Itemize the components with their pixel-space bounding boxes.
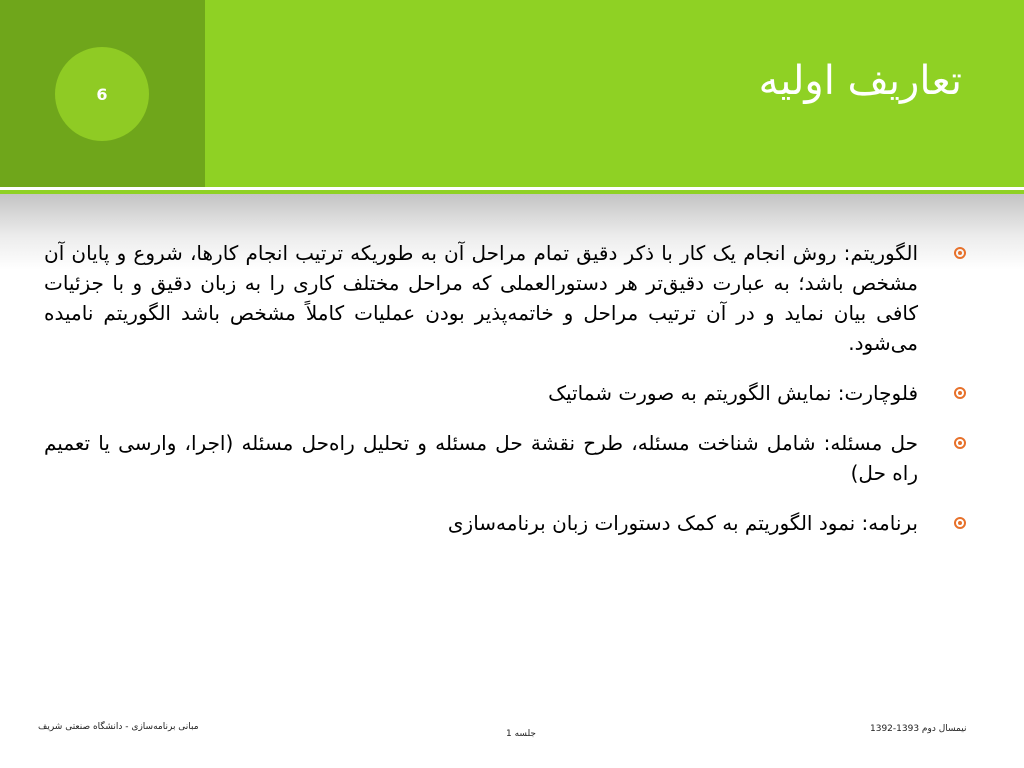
target-bullet-icon xyxy=(954,437,966,449)
bullet-item xyxy=(44,428,974,488)
slide-number-badge xyxy=(55,47,149,141)
target-bullet-icon xyxy=(954,387,966,399)
bullet-item xyxy=(44,378,974,408)
bullet-item xyxy=(44,508,974,538)
footer-course: مبانی برنامه‌سازی - دانشگاه صنعتی شریف xyxy=(38,722,199,732)
footer-session: جلسه 1 xyxy=(506,729,536,739)
bullet-text: برنامه: نمود الگوریتم به کمک دستورات زبان برنامه‌سازی xyxy=(447,511,918,535)
slide-number: 6 xyxy=(96,84,108,104)
target-bullet-icon xyxy=(954,247,966,259)
bullet-text: الگوریتم: روش انجام یک کار با ذکر دقیق تمام مراحل آن به طوریکه ترتیب انجام کارها، شروع و پایان آن مشخص باشد؛ به عبارت دقیق‌تر هر دستورالعملی که مراحل مختلف کاری را به زبان دقیق و با جزئیات کافی بیان نماید و در آن ترتیب مراحل و خاتمه‌پذیر بودن عملیات کاملاً مشخص باشد الگوریتم نامیده می‌شود. xyxy=(44,241,918,355)
bullet-item xyxy=(44,238,974,358)
bullet-text: فلوچارت: نمایش الگوریتم به صورت شماتیک xyxy=(548,381,918,405)
bullet-text: حل مسئله: شامل شناخت مسئله، طرح نقشة حل مسئله و تحلیل راه‌حل مسئله (اجرا، وارسی یا تعمیم راه حل) xyxy=(44,431,918,485)
slide-title: تعاریف اولیه xyxy=(758,58,962,104)
bullet-list xyxy=(44,238,974,558)
footer-semester: نیمسال دوم 1393-1392 xyxy=(870,724,967,734)
target-bullet-icon xyxy=(954,517,966,529)
